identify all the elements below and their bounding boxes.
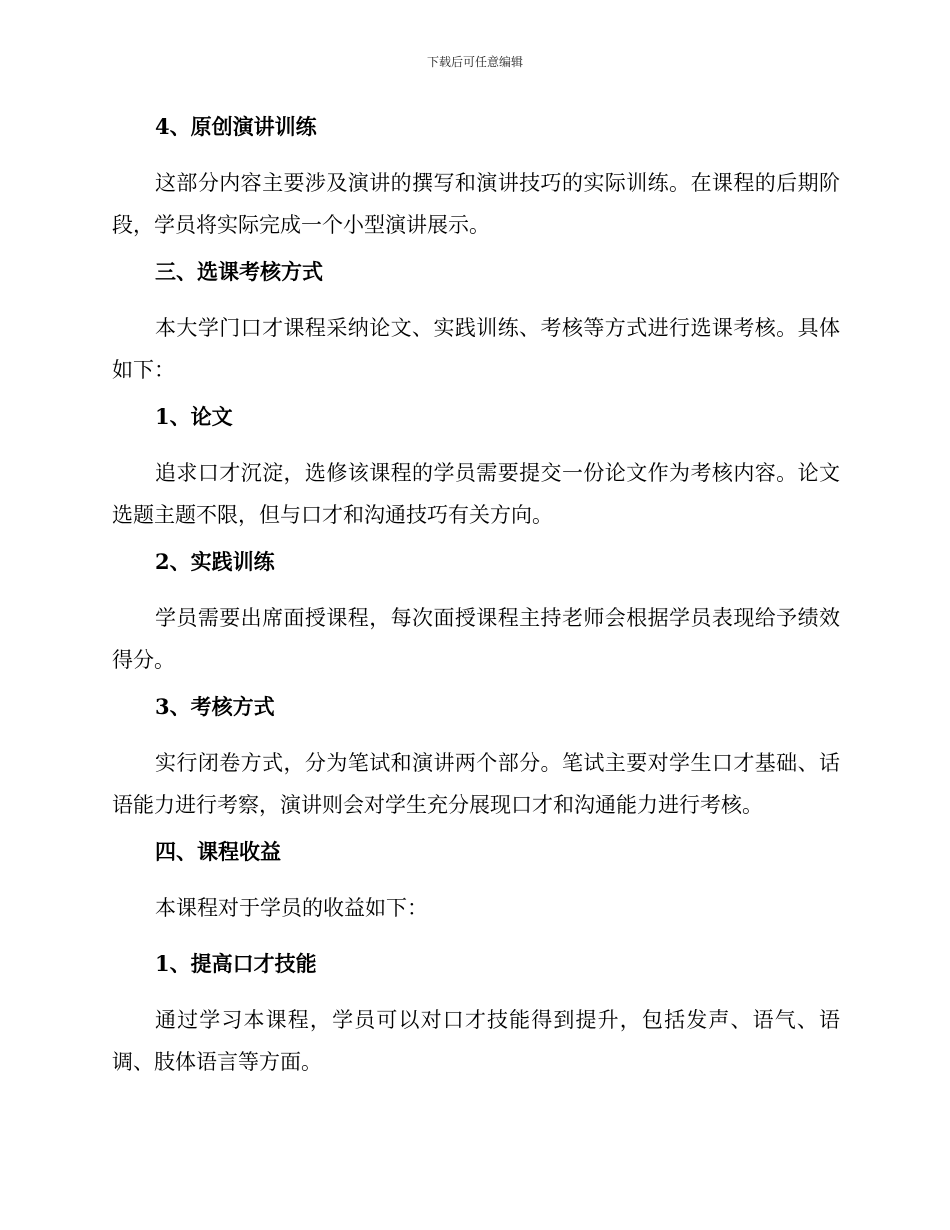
paragraph-improve-eloquence: 通过学习本课程，学员可以对口才技能得到提升，包括发声、语气、语调、肢体语言等方面。 <box>112 1008 840 1074</box>
section-heading-practice-training: 2、实践训练 <box>155 549 275 574</box>
section-heading-thesis: 1、论文 <box>155 404 233 429</box>
paragraph-assessment-methods: 本大学门口才课程采纳论文、实践训练、考核等方式进行选课考核。具体如下： <box>112 316 840 382</box>
paragraph-course-benefits: 本课程对于学员的收益如下： <box>155 896 428 920</box>
section-heading-course-benefits: 四、课程收益 <box>155 839 281 864</box>
document-body <box>112 110 840 1092</box>
paragraph-exam-format: 实行闭卷方式，分为笔试和演讲两个部分。笔试主要对学生口才基础、话语能力进行考察，演讲则会对学生充分展现口才和沟通能力进行考核。 <box>112 751 840 817</box>
section-heading-exam-format: 3、考核方式 <box>155 694 275 719</box>
paragraph-original-speech-training: 这部分内容主要涉及演讲的撰写和演讲技巧的实际训练。在课程的后期阶段，学员将实际完成一个小型演讲展示。 <box>112 171 840 237</box>
section-heading-original-speech-training: 4、原创演讲训练 <box>155 114 317 139</box>
section-heading-assessment-methods: 三、选课考核方式 <box>155 259 323 284</box>
header-note: 下载后可任意编辑 <box>426 55 523 69</box>
paragraph-thesis: 追求口才沉淀，选修该课程的学员需要提交一份论文作为考核内容。论文选题主题不限，但与口才和沟通技巧有关方向。 <box>112 461 840 527</box>
section-heading-improve-eloquence: 1、提高口才技能 <box>155 951 317 976</box>
paragraph-practice-training: 学员需要出席面授课程，每次面授课程主持老师会根据学员表现给予绩效得分。 <box>112 606 840 672</box>
